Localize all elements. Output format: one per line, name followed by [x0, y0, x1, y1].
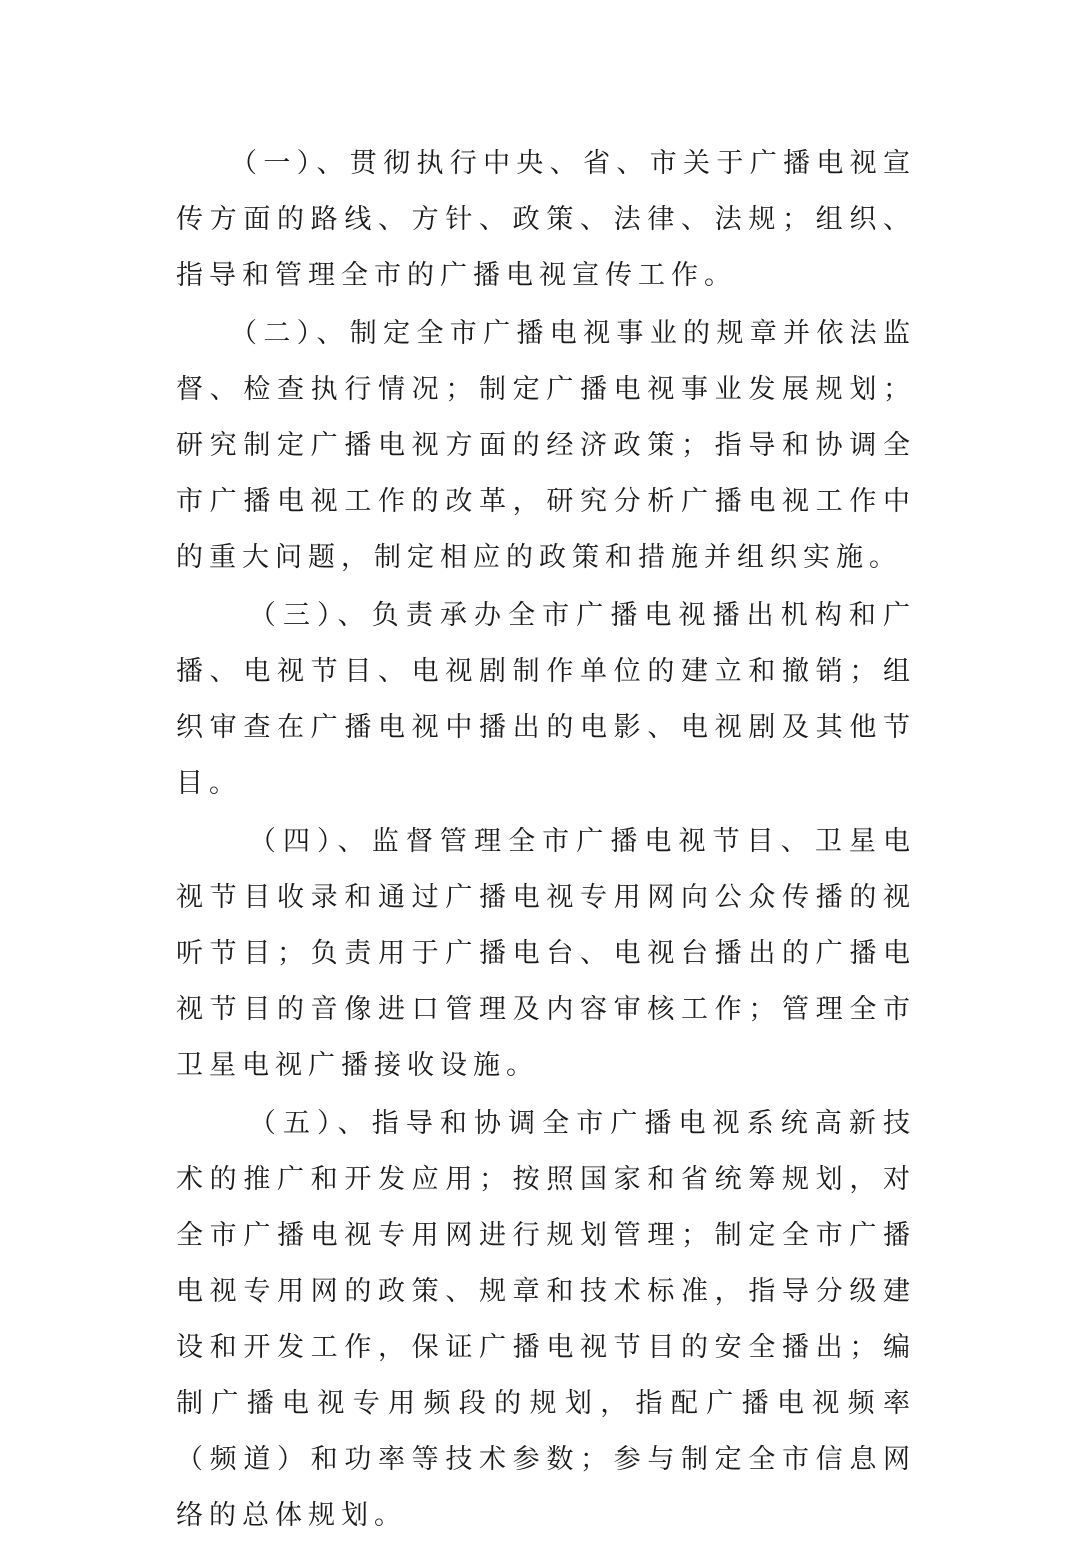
paragraph-1: （一）、贯彻执行中央、省、市关于广播电视宣传方面的路线、方针、政策、法律、法规；组织、指导和管理全市的广播电视宣传工作。 [176, 148, 916, 291]
document-body [176, 136, 916, 1546]
paragraph-2: （二）、制定全市广播电视事业的规章并依法监督、检查执行情况；制定广播电视事业发展规划；研究制定广播电视方面的经济政策；指导和协调全市广播电视工作的改革，研究分析广播电视工作中的重大问题，制定相应的政策和措施并组织实施。 [176, 318, 916, 573]
paragraph-5: （五）、指导和协调全市广播电视系统高新技术的推广和开发应用；按照国家和省统筹规划，对全市广播电视专用网进行规划管理；制定全市广播电视专用网的政策、规章和技术标准，指导分级建设和开发工作，保证广播电视节目的安全播出；编制广播电视专用频段的规划，指配广播电视频率（频道）和功率等技术参数；参与制定全市信息网络的总体规划。 [176, 1108, 916, 1531]
paragraph-4: （四）、监督管理全市广播电视节目、卫星电视节目收录和通过广播电视专用网向公众传播的视听节目；负责用于广播电台、电视台播出的广播电视节目的音像进口管理及内容审核工作；管理全市卫星电视广播接收设施。 [176, 826, 916, 1081]
paragraph-3: （三）、负责承办全市广播电视播出机构和广播、电视节目、电视剧制作单位的建立和撤销；组织审查在广播电视中播出的电影、电视剧及其他节目。 [176, 600, 916, 799]
